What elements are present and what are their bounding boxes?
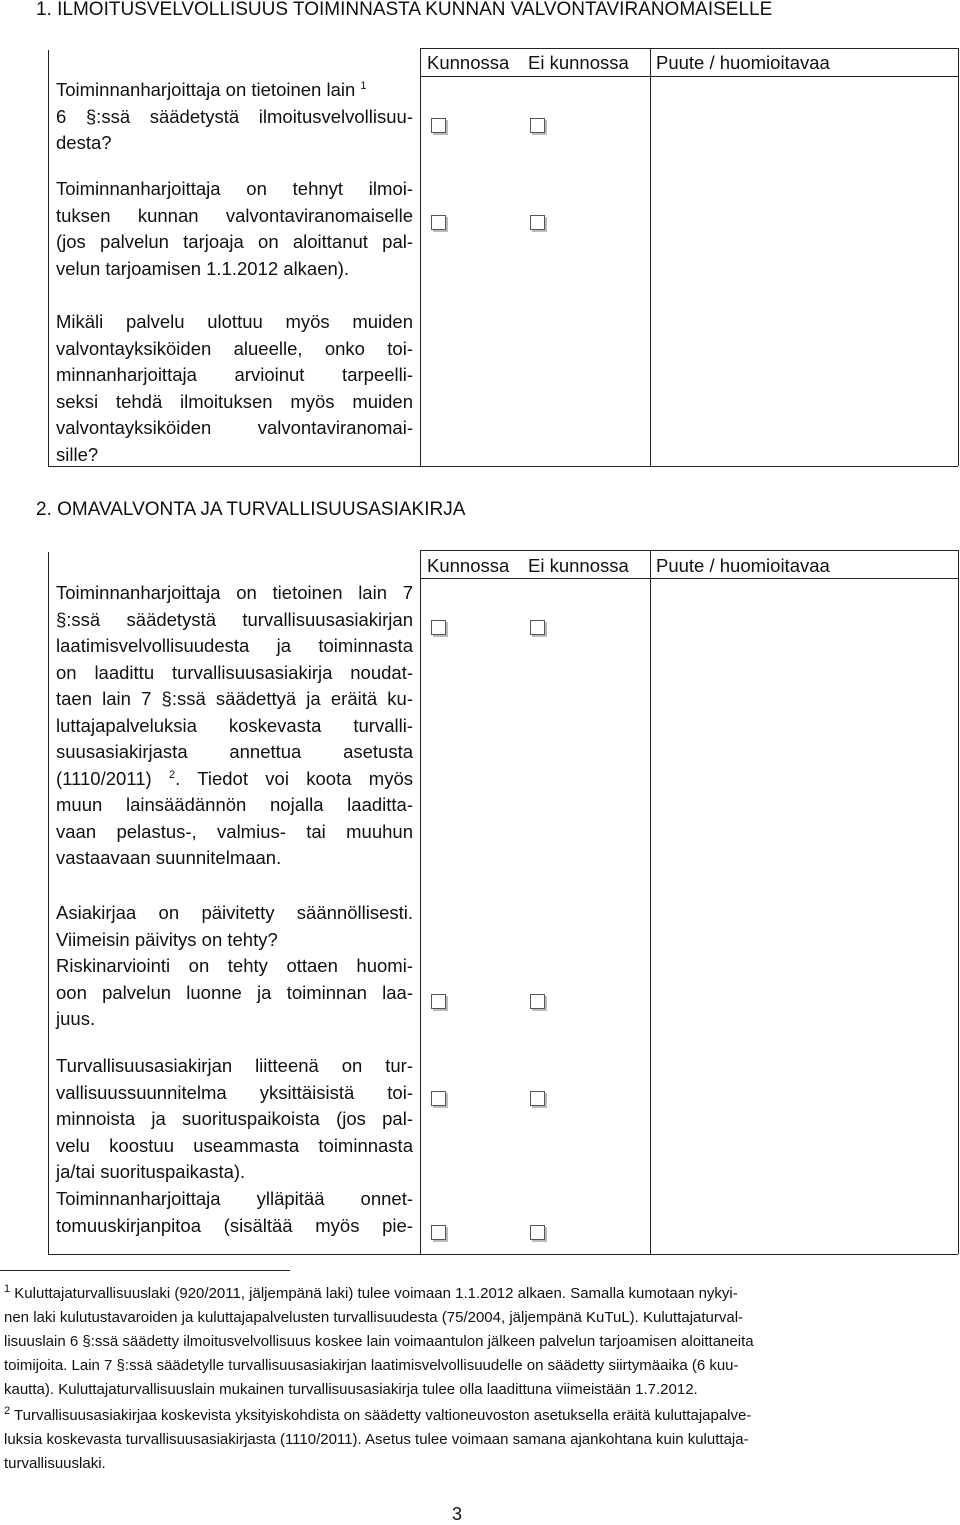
table2-top-border bbox=[420, 550, 958, 551]
col-header-kunnossa: Kunnossa bbox=[427, 555, 510, 576]
footnote-2-line: turvallisuuslaki. bbox=[4, 1455, 106, 1472]
s2-q1-line: luttajapalveluksia koskevasta turvalli- bbox=[56, 714, 413, 736]
footnote-1-line: kautta). Kuluttajaturvallisuuslain mukainen turvallisuusasiakirja tulee olla laadittuna viimeistään 1.7.2012. bbox=[4, 1381, 698, 1398]
s2-q1-kunnossa-checkbox[interactable] bbox=[431, 620, 446, 635]
s1-q3-line: valvontayksiköiden alueelle, onko toi- bbox=[56, 337, 413, 359]
s2-q4-kunnossa-checkbox[interactable] bbox=[431, 1225, 446, 1240]
s2-q3-kunnossa-checkbox[interactable] bbox=[431, 1091, 446, 1106]
s2-q3-line: minnoista ja suorituspaikoista (jos pal- bbox=[56, 1108, 413, 1129]
s1-q2-ei-kunnossa-checkbox[interactable] bbox=[530, 215, 545, 230]
s2-q2-ei-kunnossa-checkbox[interactable] bbox=[530, 994, 545, 1009]
col-header-kunnossa: Kunnossa bbox=[427, 52, 510, 73]
footnote-2-line: luksia koskevasta turvallisuusasiakirjasta (1110/2011). Asetus tulee voimaan samana ajankohtana kuin kuluttaja- bbox=[4, 1431, 749, 1448]
s2-q1-line: taen lain 7 §:ssä säädettyä ja eräitä ku- bbox=[56, 688, 413, 709]
section-2-heading: 2. OMAVALVONTA JA TURVALLISUUSASIAKIRJA bbox=[36, 499, 466, 520]
table1-header-border bbox=[420, 76, 958, 77]
footnote-2-line: Turvallisuusasiakirjaa koskevista yksityiskohdista on säädetty valtioneuvoston asetuksella eräitä kuluttajapalve- bbox=[14, 1407, 752, 1424]
s1-q3-line: valvontayksiköiden valvontaviranomai- bbox=[56, 417, 413, 438]
table2-col-divider-2 bbox=[650, 550, 651, 1254]
s2-q4-line: tomuuskirjanpitoa (sisältää myös pie- bbox=[56, 1214, 413, 1236]
s2-q1-line: §:ssä säädetystä turvallisuusasiakirjan bbox=[56, 608, 413, 630]
s2-q3-text bbox=[56, 1053, 413, 1186]
table1-top-border bbox=[420, 48, 958, 49]
s2-q1-line: suusasiakirjasta annettua asetusta bbox=[56, 741, 413, 762]
col-header-puute: Puute / huomioitavaa bbox=[656, 555, 830, 576]
col-header-ei-kunnossa: Ei kunnossa bbox=[528, 52, 629, 73]
footnote-ref-2[interactable]: 2 bbox=[168, 768, 176, 781]
table1-col-divider-2 bbox=[650, 48, 651, 466]
table2-bottom-border bbox=[48, 1254, 958, 1255]
s2-q4-line: Toiminnanharjoittaja ylläpitää onnet- bbox=[56, 1188, 413, 1209]
s1-q1-line: Toiminnanharjoittaja on tietoinen lain bbox=[56, 79, 356, 100]
s1-q3-line: sille? bbox=[56, 443, 99, 465]
footnote-1-line: toimijoita. Lain 7 §:ssä säädetylle turvallisuusasiakirjan laatimisvelvollisuudelle on säädetty siirtymäaika (6 kuu- bbox=[4, 1357, 739, 1374]
table2-header-border bbox=[420, 578, 958, 579]
s1-q3-text bbox=[56, 309, 413, 468]
table2-right-border bbox=[958, 550, 959, 1254]
table1-col-divider-1 bbox=[420, 48, 421, 466]
s1-q1-kunnossa-checkbox[interactable] bbox=[431, 118, 446, 133]
s1-q1-line: 6 §:ssä säädetystä ilmoitusvelvollisuu- bbox=[56, 105, 413, 127]
table2-col-divider-1 bbox=[420, 550, 421, 1254]
s2-q1-ei-kunnossa-checkbox[interactable] bbox=[530, 620, 545, 635]
s1-q2-kunnossa-checkbox[interactable] bbox=[431, 215, 446, 230]
s1-q1-ei-kunnossa-checkbox[interactable] bbox=[530, 118, 545, 133]
table1-right-border bbox=[958, 48, 959, 466]
s2-q3-line: Turvallisuusasiakirjan liitteenä on tur- bbox=[56, 1055, 413, 1076]
s1-q3-line: minnanharjoittaja arvioinut tarpeelli- bbox=[56, 364, 413, 385]
s2-q3-line: vallisuussuunnitelma yksittäisistä toi- bbox=[56, 1081, 413, 1103]
s2-q3-ei-kunnossa-checkbox[interactable] bbox=[530, 1091, 545, 1106]
s2-q2-line: Riskinarviointi on tehty ottaen huomi- bbox=[56, 955, 413, 976]
s2-q1-line: (1110/2011) bbox=[56, 767, 152, 789]
col-header-ei-kunnossa: Ei kunnossa bbox=[528, 555, 629, 576]
s2-q1-text bbox=[56, 580, 413, 872]
s2-q2-line: oon palvelun luonne ja toiminnan laa- bbox=[56, 981, 413, 1003]
s1-q3-line: Mikäli palvelu ulottuu myös muiden bbox=[56, 311, 413, 332]
s1-q2-line: (jos palvelun tarjoaja on aloittanut pal- bbox=[56, 231, 413, 252]
s2-q1-line: laatimisvelvollisuudesta ja toiminnasta bbox=[56, 635, 413, 656]
footnote-1 bbox=[4, 1282, 916, 1402]
page-number: 3 bbox=[452, 1504, 463, 1524]
footnote-2-marker: 2 bbox=[4, 1405, 11, 1417]
s1-q2-line: velun tarjoamisen 1.1.2012 alkaen). bbox=[56, 257, 350, 279]
s2-q1-line: Toiminnanharjoittaja on tietoinen lain 7 bbox=[56, 582, 413, 603]
footnote-1-line: nen laki kulutustavaroiden ja kuluttajapalvelusten turvallisuudesta (75/2004, jäljempänä KuTuL). Kuluttajaturval- bbox=[4, 1309, 744, 1326]
table1-left-border bbox=[48, 50, 49, 466]
footnote-ref-1[interactable]: 1 bbox=[360, 79, 367, 92]
s1-q2-text bbox=[56, 176, 413, 282]
s1-q1-line: desta? bbox=[56, 132, 112, 153]
s2-q2-line: Asiakirjaa on päivitetty säännöllisesti. bbox=[56, 902, 413, 923]
s2-q2-line: Viimeisin päivitys on tehty? bbox=[56, 928, 278, 950]
s2-q2-line: juus. bbox=[56, 1008, 96, 1029]
s2-q1-line: on laadittu turvallisuusasiakirja noudat- bbox=[56, 661, 413, 683]
footnote-1-line: lisuuslain 6 §:ssä säädetty ilmoitusvelvollisuus koskee lain voimaantulon jälkeen palvelun tarjoamisen aloittaneita bbox=[4, 1333, 754, 1350]
section-1-heading: 1. ILMOITUSVELVOLLISUUS TOIMINNASTA KUNNAN VALVONTAVIRANOMAISELLE bbox=[36, 0, 773, 20]
footnote-1-marker: 1 bbox=[4, 1283, 11, 1295]
s2-q1-line: vastaavaan suunnitelmaan. bbox=[56, 847, 282, 868]
s1-q3-line: seksi tehdä ilmoituksen myös muiden bbox=[56, 390, 413, 412]
table2-left-border bbox=[48, 552, 49, 1254]
s2-q2-kunnossa-checkbox[interactable] bbox=[431, 994, 446, 1009]
col-header-puute: Puute / huomioitavaa bbox=[656, 52, 830, 73]
footnote-1-line: Kuluttajaturvallisuuslaki (920/2011, jäljempänä laki) tulee voimaan 1.1.2012 alkaen. Samalla kumotaan nykyi- bbox=[14, 1285, 738, 1302]
s2-q3-line: ja/tai suorituspaikasta). bbox=[56, 1161, 246, 1182]
s2-q3-line: velu koostuu useammasta toiminnasta bbox=[56, 1134, 413, 1156]
s2-q1-line: . Tiedot voi koota myös bbox=[175, 767, 414, 789]
footnote-separator bbox=[0, 1270, 290, 1271]
s2-q4-ei-kunnossa-checkbox[interactable] bbox=[530, 1225, 545, 1240]
footnote-2 bbox=[4, 1404, 916, 1476]
s2-q1-line: muun lainsäädännön nojalla laaditta- bbox=[56, 794, 413, 815]
s1-q1-text bbox=[56, 77, 413, 157]
s2-q1-line: vaan pelastus-, valmius- tai muuhun bbox=[56, 820, 413, 842]
s1-q2-line: Toiminnanharjoittaja on tehnyt ilmoi- bbox=[56, 178, 413, 199]
s2-q4-text bbox=[56, 1186, 413, 1239]
s2-q2-text bbox=[56, 900, 413, 1033]
s1-q2-line: tuksen kunnan valvontaviranomaiselle bbox=[56, 204, 413, 226]
